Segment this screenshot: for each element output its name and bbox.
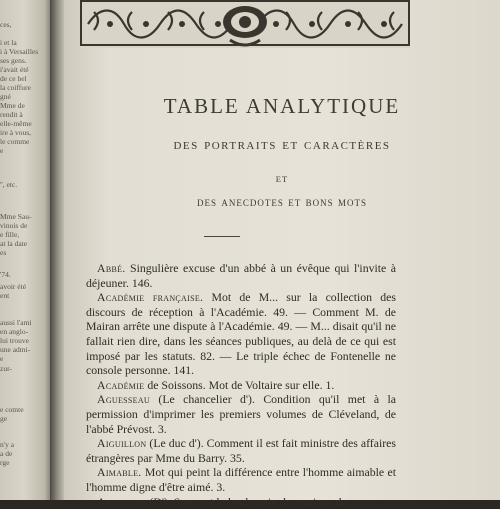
page-subtitle-anecdotes: des anecdotes et bons mots <box>64 194 500 210</box>
index-entry-text: Singulière excuse d'un abbé à un évêque qui l'invite à déjeuner. 146. <box>86 261 396 290</box>
left-page-text-fragment: e fille, <box>0 230 19 239</box>
left-page-text-fragment: la coiffure <box>0 83 31 92</box>
index-entry <box>86 436 396 465</box>
index-entry-text: Mot qui peint la différence entre l'homme aimable et l'homme digne d'être aimé. 3. <box>86 465 396 494</box>
index-entry <box>86 392 396 436</box>
left-page-text-fragment: de ce bel <box>0 74 27 83</box>
left-page-text-fragment: '74. <box>0 270 11 279</box>
left-page-text-fragment: ent <box>0 291 9 300</box>
left-page-text-fragment: rge <box>0 458 9 467</box>
left-page-text-fragment: gné <box>0 92 11 101</box>
left-page-text-fragment: i'avait été <box>0 65 29 74</box>
left-page-text-fragment: une admi- <box>0 345 30 354</box>
left-page-text-fragment: ces, <box>0 20 11 29</box>
left-page-text-fragment: ses gens. <box>0 56 27 65</box>
left-page-text-fragment: en anglo- <box>0 327 28 336</box>
left-page-text-fragment: avoir été <box>0 282 26 291</box>
index-entry-heading: Aiguillon <box>97 436 146 450</box>
page-subtitle-conjunction: ET <box>64 174 500 184</box>
left-page-text-fragment: e <box>0 146 3 155</box>
index-entry-heading: Aguesseau <box>97 392 150 406</box>
left-page-text-fragment: zur- <box>0 364 12 373</box>
left-page-text-fragment: '', etc. <box>0 180 17 189</box>
index-entry-text: (D'). Son mot le lendemain du mariage de <box>146 495 346 509</box>
left-page-text-fragment: n'y a <box>0 440 14 449</box>
index-entry-text: (Le duc d'). Comment il est fait ministre des affaires étrangères par Mme du Barry. 35. <box>86 436 396 465</box>
left-page-text-fragment: ge <box>0 414 7 423</box>
left-page-text-fragment: Mme Sau- <box>0 212 31 221</box>
left-page-text-fragment: e comte <box>0 405 24 414</box>
index-entry-heading: Académie française. <box>97 290 203 304</box>
page-subtitle-portraits: des portraits et caractères <box>64 136 500 154</box>
index-entries <box>86 261 396 509</box>
title-divider <box>204 236 240 237</box>
left-page <box>0 0 52 500</box>
right-page <box>64 0 500 500</box>
left-page-text-fragment: rendit à <box>0 110 23 119</box>
index-entry <box>86 290 396 378</box>
ornamental-headpiece-icon <box>80 0 410 48</box>
left-page-text-fragment: es <box>0 248 6 257</box>
left-page-text-fragment: i à Versailles <box>0 47 38 56</box>
page-title: TABLE ANALYTIQUE <box>64 94 500 119</box>
left-page-text-fragment: i et la <box>0 38 17 47</box>
left-page-text-fragment: le comme <box>0 137 29 146</box>
index-entry <box>86 495 396 509</box>
left-page-text-fragment: at la date <box>0 239 27 248</box>
left-page-text-fragment: aussi l'ami <box>0 318 32 327</box>
index-entry-heading: Abbé. <box>97 261 126 275</box>
left-page-text-fragment: Mme de <box>0 101 25 110</box>
left-page-text-fragment: elle-même <box>0 119 32 128</box>
index-entry-heading: Aimable. <box>97 465 142 479</box>
left-page-text-fragment: e <box>0 354 3 363</box>
left-page-text-fragment: vinois de <box>0 221 27 230</box>
index-entry-text: de Soissons. Mot de Voltaire sur elle. 1. <box>144 378 334 392</box>
left-page-text-fragment: lui trouve <box>0 336 29 345</box>
index-entry <box>86 378 396 393</box>
index-entry-text: (Le chancelier d'). Condition qu'il met à la permission d'imprimer les premiers volumes de Cléveland, de l'abbé Prévost. 3. <box>86 392 396 435</box>
left-page-text-fragment: ire à vous, <box>0 128 31 137</box>
index-entry <box>86 261 396 290</box>
index-entry-text: Mot de M... sur la collection des discours de réception à l'Académie. 49. — Comment M. de Mairan arrête une dispute à l'Académie. 49. — M... disait qu'il ne fallait rien dire, dans les séances publiques, au delà de ce qui est imposé par les statuts. 82. — Le triple échec de Fontenelle ne console personne. 141. <box>86 290 396 377</box>
index-entry-heading: Aiguillon <box>97 495 146 509</box>
left-page-text-fragment: a de <box>0 449 12 458</box>
index-entry-heading: Académie <box>97 378 144 392</box>
index-entry <box>86 465 396 494</box>
